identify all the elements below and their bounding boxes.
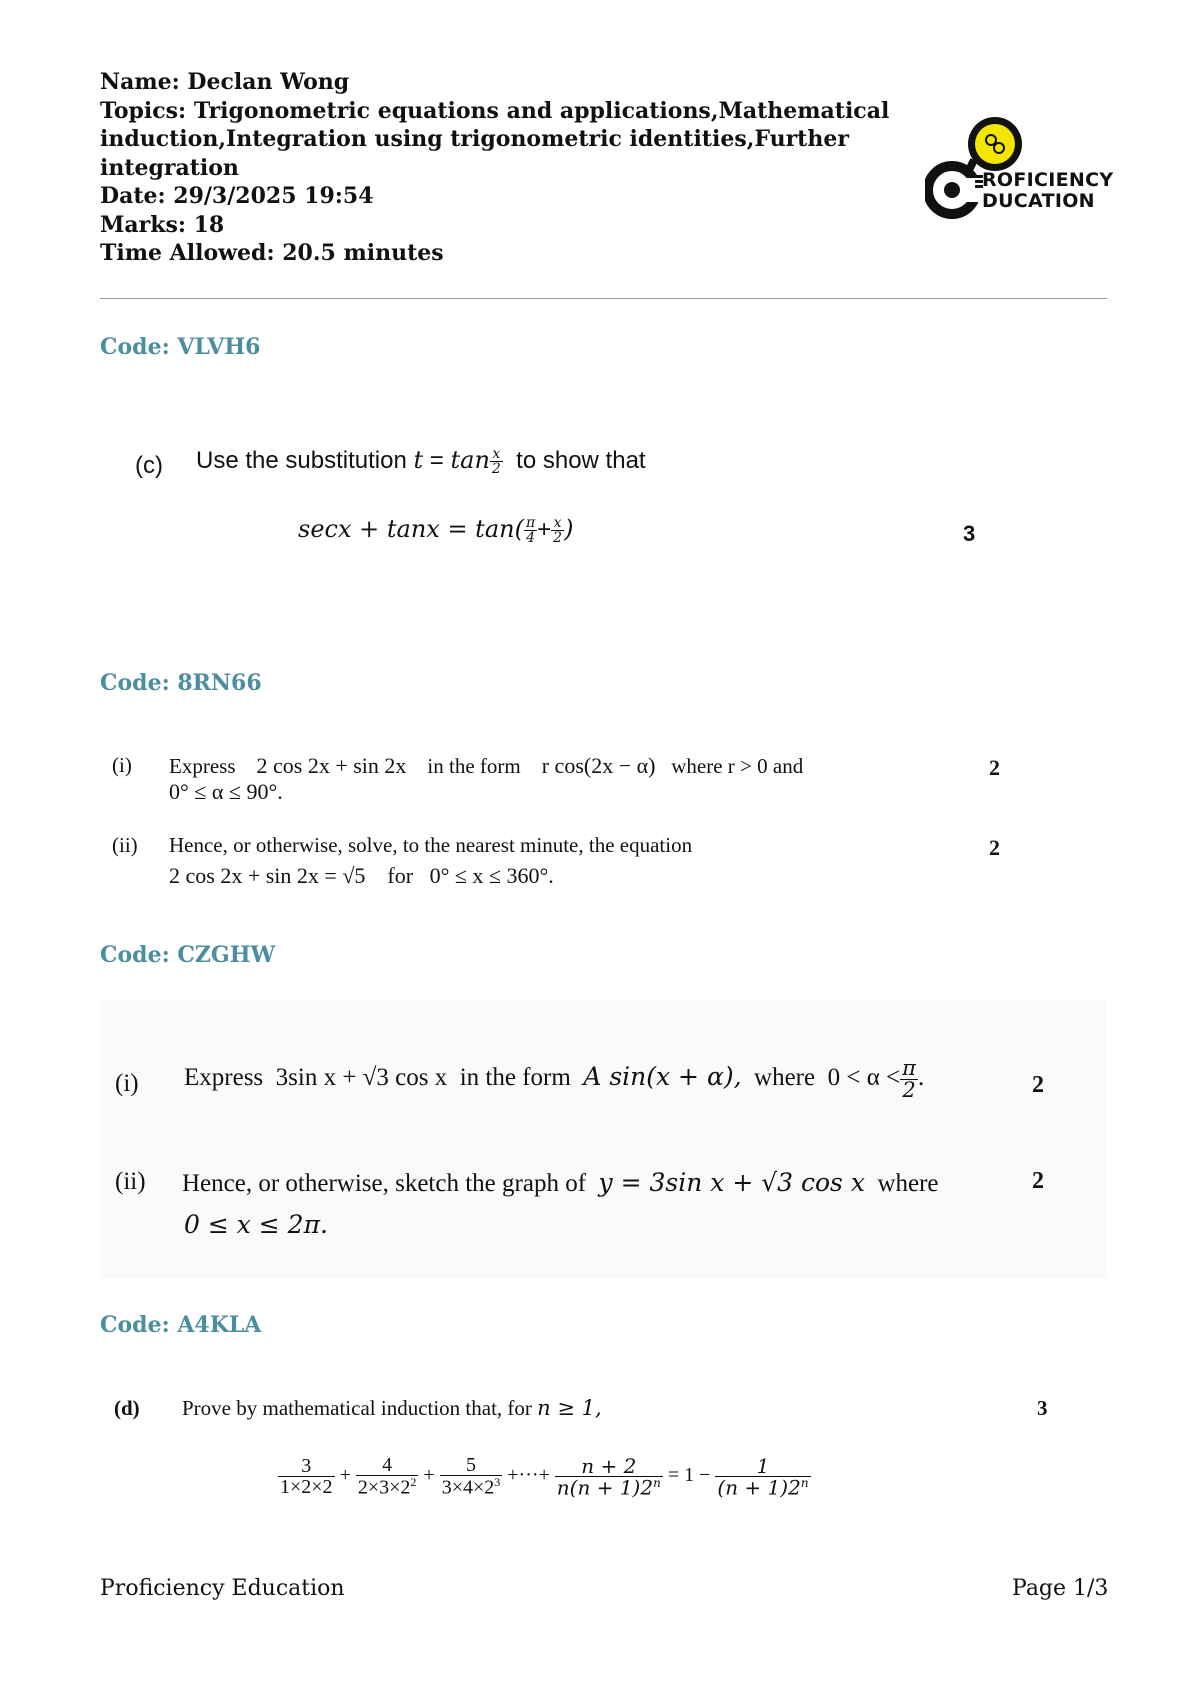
q1-statement [196, 446, 646, 476]
q2-ii-label: (ii) [112, 833, 138, 857]
question-code-3: Code: CZGHW [100, 942, 276, 968]
q1-equals: = [429, 447, 444, 474]
q2-ii-equation: 2 cos 2x + sin 2x = √5 for 0° ≤ x ≤ 360°. [169, 863, 554, 888]
q2-i-mark: 2 [989, 755, 1000, 780]
q2-i-range: 0° ≤ α ≤ 90°. [169, 779, 283, 804]
logo-text-line-1: ROFICIENCY [982, 169, 1114, 191]
q4-rhs-fraction: $\frac{1}{(n + 1)2^n}$ [717, 1453, 809, 1500]
q1-part-label: (c) [135, 452, 163, 479]
q1-plus: + [537, 516, 552, 543]
time-allowed-line: Time Allowed: 20.5 minutes [100, 240, 444, 266]
q4-d-label: (d) [114, 1396, 140, 1420]
q4-d-text: Prove by mathematical induction that, for n ≥ 1, [182, 1396, 602, 1420]
topics-line-3: integration [100, 154, 239, 181]
student-name: Name: Declan Wong [100, 69, 350, 95]
date-line: Date: 29/3/2025 19:54 [100, 183, 374, 209]
footer-page-number: Page 1/3 [1012, 1576, 1109, 1601]
q2-ii-text: Hence, or otherwise, solve, to the nearest minute, the equation [169, 833, 693, 857]
q3-i-label: (i) [115, 1070, 139, 1097]
q1-half-angle-fraction: $\frac{x}{2}$ [491, 446, 501, 478]
q1-tan: tan [450, 446, 490, 474]
q1-var-t: t [413, 446, 424, 474]
header-divider [100, 298, 1107, 299]
q1-identity [298, 515, 573, 545]
proficiency-education-logo [925, 112, 1114, 222]
topics-line-2: induction,Integration using trigonometric identities,Further [100, 126, 849, 152]
marks-line: Marks: 18 [100, 211, 225, 238]
header-block [100, 68, 920, 268]
q1-pi-over-4: $\frac{\pi}{4}$ [525, 515, 536, 547]
logo-text-line-2: DUCATION [982, 190, 1095, 212]
q4-d-mark: 3 [1037, 1396, 1048, 1420]
q3-i-mark: 2 [1032, 1072, 1044, 1098]
q1-text-after: to show that [516, 447, 646, 474]
q1-mark: 3 [963, 521, 976, 546]
q1-close-paren: ) [564, 515, 574, 543]
q3-ii-range: 0 ≤ x ≤ 2π. [184, 1210, 328, 1239]
q1-text-before: Use the substitution [196, 447, 407, 474]
q1-lhs: secx + tanx = tan( [298, 515, 524, 543]
question-code-1: Code: VLVH6 [100, 334, 261, 360]
q2-i-line-1: Express 2 cos 2x + sin 2x in the form r cos(2x − α) where r > 0 and [169, 753, 804, 778]
q4-term-1: $\frac{3}{1\times 2\times 2}$ [280, 1454, 333, 1498]
q2-ii-mark: 2 [989, 835, 1000, 860]
q3-ii-mark: 2 [1032, 1168, 1044, 1194]
q4-series-equation: $\frac{3}{1\times 2\times 2}$ + $\frac{4}{2\times 3\times 2^2}$ + $\frac{5}{3\times 4\times 2^3}$ +···+ $\frac{n + 2}{n(n + 1)2^n}$ = 1 − $\frac{1}{(n + 1)2^n}$ [280, 1453, 809, 1500]
q3-pi-over-2: $\frac{\pi}{2}$ [902, 1056, 916, 1102]
q3-i-line: Express 3sin x + √3 cos x in the form A sin(x + α), where 0 < α < $\frac{\pi}{2}$ . [184, 1056, 925, 1102]
topics-line-1: Topics: Trigonometric equations and applications,Mathematical [100, 97, 890, 124]
q4-term-2: $\frac{4}{2\times 3\times 2^2}$ [357, 1454, 417, 1499]
question-code-2: Code: 8RN66 [100, 670, 262, 696]
q1-x-over-2: $\frac{x}{2}$ [553, 515, 563, 547]
q4-term-n: $\frac{n + 2}{n(n + 1)2^n}$ [556, 1453, 661, 1500]
question-code-4: Code: A4KLA [100, 1312, 262, 1338]
q3-ii-line-1: Hence, or otherwise, sketch the graph of y = 3sin x + √3 cos x where [182, 1168, 939, 1197]
footer-left: Proficiency Education [100, 1576, 345, 1601]
q2-i-label: (i) [112, 753, 132, 777]
q3-ii-label: (ii) [115, 1168, 146, 1195]
q4-term-3: $\frac{5}{3\times 4\times 2^3}$ [441, 1454, 501, 1499]
